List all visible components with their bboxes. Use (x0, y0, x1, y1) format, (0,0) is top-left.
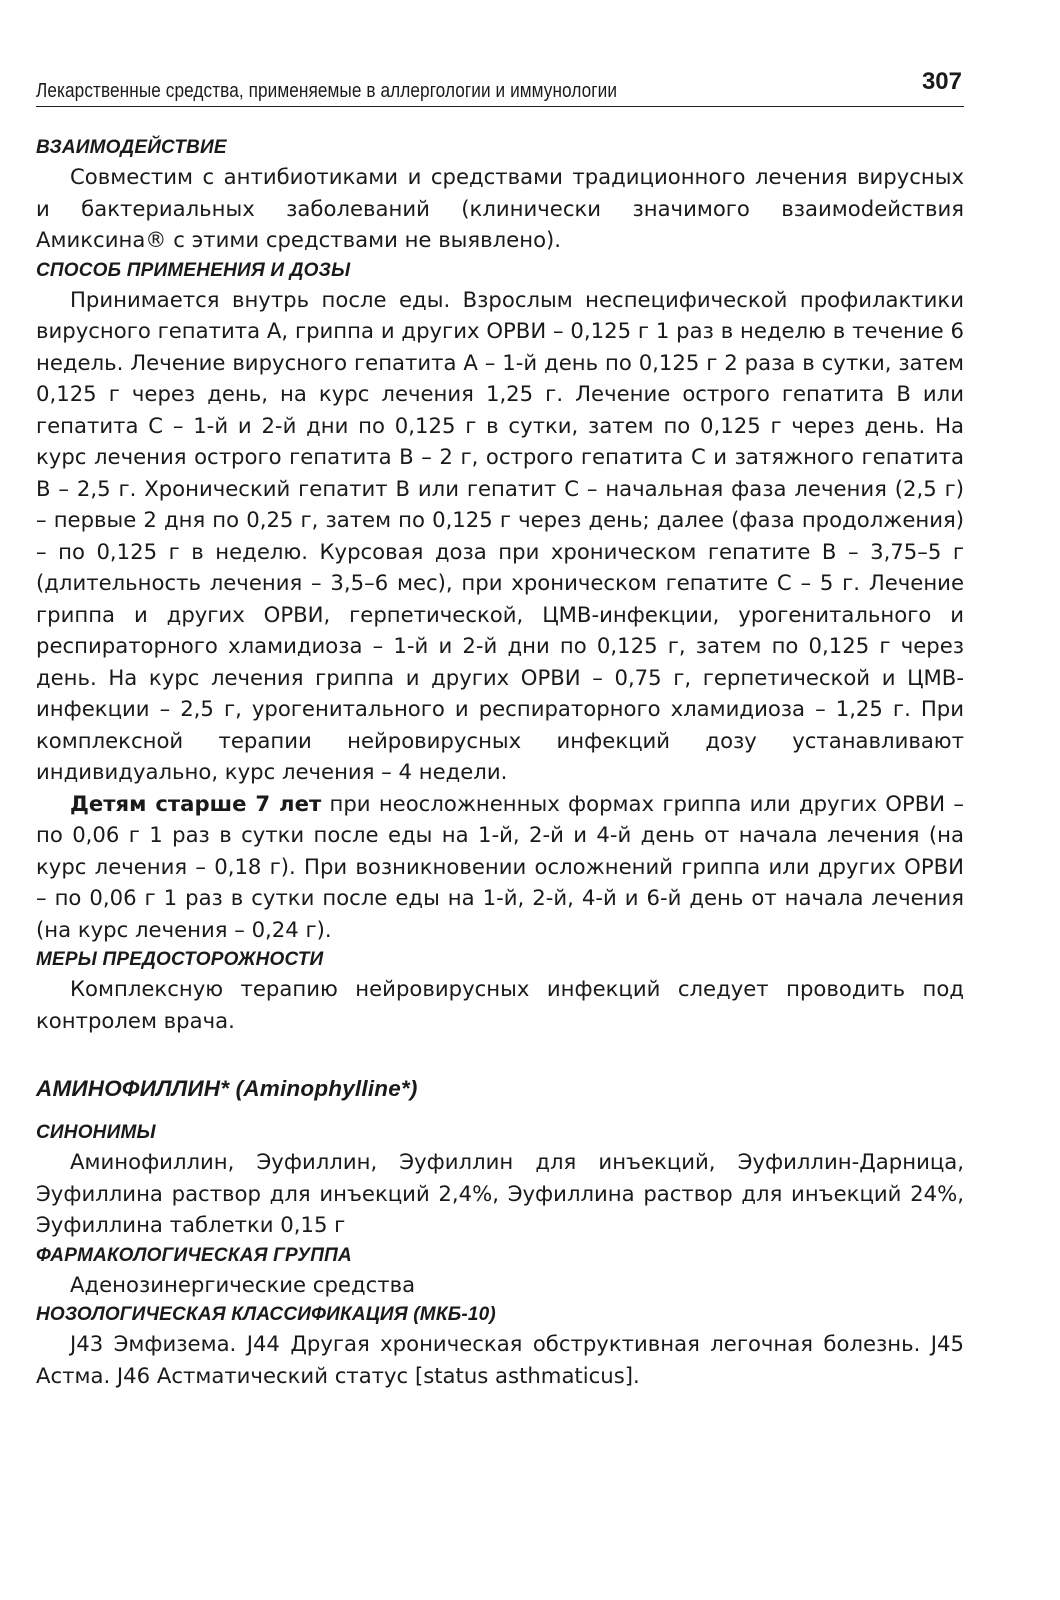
section-heading: НОЗОЛОГИЧЕСКАЯ КЛАССИФИКАЦИЯ (МКБ-10) (36, 1304, 496, 1325)
pharm-group-section (36, 1243, 964, 1301)
section-heading: ФАРМАКОЛОГИЧЕСКАЯ ГРУППА (36, 1244, 352, 1266)
precautions-section (36, 947, 964, 1036)
page-number: 307 (921, 68, 962, 95)
children-rest: при неосложненных формах гриппа или других ОРВИ – по 0,06 г 1 раз в сутки после еды на 1-й, 2-й и 4-й день от начала лечения (на курс лечения – 0,18 г). При возникновении осложнений гриппа или других ОРВИ – по 0,06 г 1 раз в сутки после еды на 1-й, 2-й, 4-й и 6-й день от начала лечения (на курс лечения – 0,24 г). (36, 790, 964, 942)
synonyms-section (36, 1120, 964, 1241)
interaction-section (36, 135, 964, 256)
book-page (36, 60, 964, 1391)
section-heading: МЕРЫ ПРЕДОСТОРОЖНОСТИ (36, 949, 324, 970)
dosage-children-text (36, 788, 964, 946)
precautions-text: Комплексную терапию нейровирусных инфекций следует проводить под контролем врача. (36, 976, 964, 1033)
dosage-adults-text: Принимается внутрь после еды. Взрослым неспецифической профилактики вирусного гепатита А, гриппа и других ОРВИ – 0,125 г 1 раз в неделю в течение 6 недель. Лечение вирусного гепатита А – 1-й день по 0,125 г 2 раза в сутки, затем 0,125 г через день, на курс лечения 1,25 г. Лечение острого гепатита В или гепатита С – 1-й и 2-й дни по 0,125 г в сутки, затем по 0,125 г через день. На курс лечения острого гепатита В – 2 г, острого гепатита С и затяжного гепатита В – 2,5 г. Хронический гепатит В или гепатит С – начальная фаза лечения (2,5 г) – первые 2 дня по 0,25 г, затем по 0,125 г через день; далее (фаза продолжения) – по 0,125 г в неделю. Курсовая доза при хроническом гепатите В – 3,75–5 г (длительность лечения – 3,5–6 мес), при хроническом гепатите С – 5 г. Лечение гриппа и других ОРВИ, герпетической, ЦМВ-инфекции, урогенитального и респираторного хламидиоза – 1-й и 2-й дни по 0,125 г, затем по 0,125 г через день. На курс лечения гриппа и других ОРВИ – 0,75 г, герпетической и ЦМВ-инфекции – 2,5 г, урогенитального и респираторного хламидиоза – 1,25 г. При комплексной терапии нейровирусных инфекций дозу устанавливают индивидуально, курс лечения – 4 недели. (36, 286, 964, 784)
children-lead: Детям старше 7 лет (70, 790, 322, 816)
running-header (36, 60, 964, 107)
dosage-section (36, 258, 964, 946)
synonyms-text: Аминофиллин, Эуфиллин, Эуфиллин для инъекций, Эуфиллин-Дарница, Эуфиллина раствор для инъекций 2,4%, Эуфиллина раствор для инъекций 24%, Эуфиллина таблетки 0,15 г (36, 1149, 964, 1237)
nosology-text: J43 Эмфизема. J44 Другая хроническая обструктивная легочная болезнь. J45 Астма. J46 Астматический статус [status asthmaticus]. (36, 1331, 964, 1388)
drug-title: АМИНОФИЛЛИН* (Aminophylline*) (36, 1076, 418, 1101)
running-title: Лекарственные средства, применяемые в аллергологии и иммунологии (36, 80, 618, 102)
interaction-text: Совместим с антибиотиками и средствами традиционного лечения вирусных и бактериальных заболеваний (клинически значимого взаимоdействия Амиксина® с этими средствами не выявлено). (36, 164, 964, 252)
section-heading: СПОСОБ ПРИМЕНЕНИЯ И ДОЗЫ (36, 259, 351, 281)
section-heading: ВЗАИМОДЕЙСТВИЕ (36, 137, 227, 158)
pharm-group-text: Аденозинергические средства (70, 1271, 416, 1297)
nosology-section (36, 1302, 964, 1391)
section-heading: СИНОНИМЫ (36, 1122, 156, 1143)
